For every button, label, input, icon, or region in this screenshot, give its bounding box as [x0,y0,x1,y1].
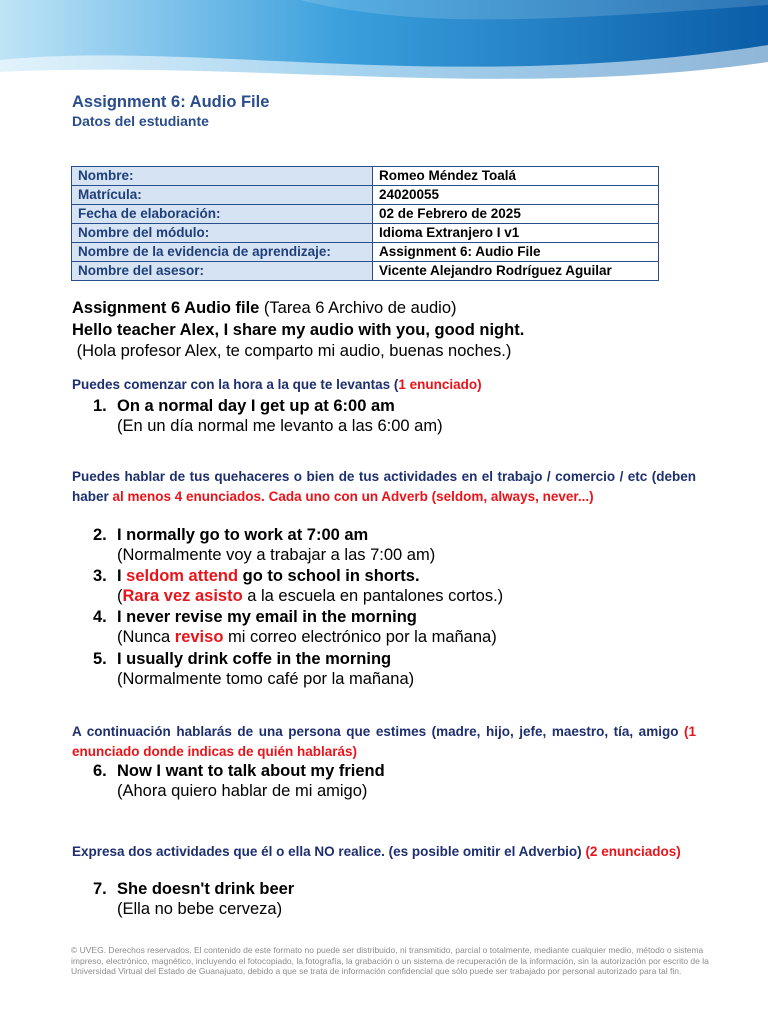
table-value: 02 de Febrero de 2025 [373,205,659,224]
table-row [72,243,659,262]
list-item [93,762,385,801]
item-english: On a normal day I get up at 6:00 am [117,397,395,415]
table-row [72,224,659,243]
header-banner [0,0,768,90]
highlighted-adverb: seldom attend [126,567,239,585]
table-row [72,262,659,281]
prompt-text: A continuación hablarás de una persona que estimes (madre, hijo, jefe, maestro, tía, amigo [72,724,684,739]
item-number: 4. [93,608,107,626]
document-title: Assignment 6: Audio File [72,93,270,111]
table-row [72,186,659,205]
list-item [93,650,414,689]
list-item [93,526,435,565]
list-item [93,608,497,647]
item-number: 1. [93,397,107,415]
item-number: 7. [93,880,107,898]
greeting: Hello teacher Alex, I share my audio with you, good night. [72,321,525,339]
table-label: Nombre de la evidencia de aprendizaje: [72,243,373,262]
item-english: She doesn't drink beer [117,880,295,898]
highlighted-adverb: Rara vez asisto [122,587,243,605]
table-label: Nombre del asesor: [72,262,373,281]
student-info-table [71,166,659,281]
item-number: 6. [93,762,107,780]
prompt-activities [72,467,696,507]
assignment-heading [72,299,457,318]
item-spanish: (Normalmente tomo café por la mañana) [117,670,415,688]
document-subtitle: Datos del estudiante [72,113,209,129]
item-spanish: (Rara vez asisto a la escuela en pantalones cortos.) [117,587,504,605]
prompt-text: Puedes hablar de tus quehaceres o bien de tus actividades en el trabajo / comercio / etc (deben haber [72,469,696,504]
prompt-text: Expresa dos actividades que él o ella NO realice. (es posible omitir el Adverbio) [72,844,586,859]
item-english: I normally go to work at 7:00 am [117,526,369,544]
item-spanish: (Ella no bebe cerveza) [117,900,283,918]
highlighted-verb: reviso [174,628,224,646]
prompt-requirement: (2 enunciados) [585,844,681,859]
item-spanish: (Normalmente voy a trabajar a las 7:00 am) [117,546,436,564]
assignment-heading-translation: (Tarea 6 Archivo de audio) [259,299,457,317]
table-label: Nombre del módulo: [72,224,373,243]
table-value: Romeo Méndez Toalá [373,167,659,186]
table-label: Nombre: [72,167,373,186]
prompt-requirement: al menos 4 enunciados. Cada uno con un Adverb (seldom, always, never...) [112,489,594,504]
prompt-negative [72,842,696,862]
item-number: 3. [93,567,107,585]
prompt-person [72,722,696,762]
table-row [72,167,659,186]
copyright-footer: © UVEG. Derechos reservados. El contenido de este formato no puede ser distribuido, ni transmitido, parcial o totalmente, mediante cualquier medio, método o sistema impreso, electrónico, magnético, incluyendo el fotocopiado, la fotografía, la grabación o un sistema de recuperación de la información, sin la autorización por escrito de la Universidad Virtual del Estado de Guanajuato, debido a que se trata de información confidencial que sólo puede ser trabajado por personal autorizado para tal fin. [71,945,709,976]
table-row [72,205,659,224]
item-number: 5. [93,650,107,668]
item-spanish: (Nunca reviso mi correo electrónico por la mañana) [117,628,497,646]
item-english: Now I want to talk about my friend [117,762,385,780]
list-item [93,880,294,919]
table-value: Assignment 6: Audio File [373,243,659,262]
item-english: I usually drink coffe in the morning [117,650,392,668]
list-item [93,567,503,606]
prompt-text: Puedes comenzar con la hora a la que te levantas ( [72,377,399,392]
item-english: I seldom attend go to school in shorts. [117,567,420,585]
list-item [93,397,443,436]
table-value: Vicente Alejandro Rodríguez Aguilar [373,262,659,281]
assignment-heading-bold: Assignment 6 Audio file [72,299,260,317]
greeting-translation: (Hola profesor Alex, te comparto mi audio, buenas noches.) [72,342,512,360]
item-spanish: (Ahora quiero hablar de mi amigo) [117,782,368,800]
prompt-requirement: (1 enunciado donde indicas de quién hablarás) [72,724,696,759]
table-label: Fecha de elaboración: [72,205,373,224]
prompt-wake-time [72,375,696,395]
prompt-requirement: 1 enunciado) [398,377,482,392]
table-value: Idioma Extranjero I v1 [373,224,659,243]
item-english: I never revise my email in the morning [117,608,417,626]
table-label: Matrícula: [72,186,373,205]
table-value: 24020055 [373,186,659,205]
item-spanish: (En un día normal me levanto a las 6:00 am) [117,417,443,435]
item-number: 2. [93,526,107,544]
